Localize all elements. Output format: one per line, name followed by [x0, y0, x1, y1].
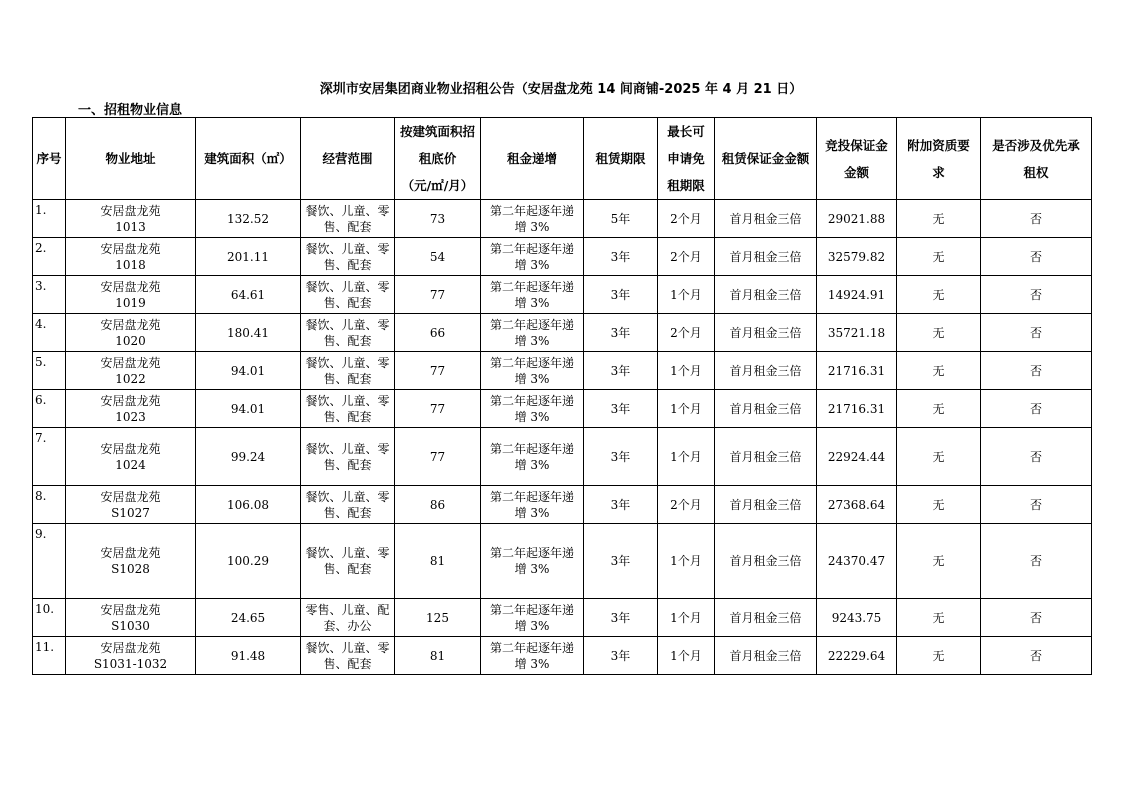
cell-increase-line1: 第二年起逐年递	[489, 602, 574, 617]
cell-increase-line1: 第二年起逐年递	[489, 393, 574, 408]
cell-increase-line2: 增 3%	[514, 505, 550, 520]
cell-address-line2: 1022	[115, 371, 146, 386]
header-free-line3: 租期限	[667, 178, 705, 193]
cell-priority: 否	[981, 238, 1092, 276]
cell-free-period: 1个月	[658, 276, 715, 314]
cell-deposit: 首月租金三倍	[715, 352, 817, 390]
cell-price: 54	[395, 238, 481, 276]
cell-priority: 否	[981, 524, 1092, 599]
cell-free-period: 1个月	[658, 637, 715, 675]
cell-increase-line1: 第二年起逐年递	[489, 546, 574, 560]
cell-increase	[481, 276, 584, 314]
cell-area: 94.01	[196, 352, 301, 390]
cell-extra: 无	[897, 314, 981, 352]
cell-free-period: 1个月	[658, 599, 715, 637]
cell-deposit: 首月租金三倍	[715, 200, 817, 238]
cell-scope-line1: 餐饮、儿童、零	[305, 546, 390, 560]
cell-scope-line1: 餐饮、儿童、零	[305, 489, 390, 504]
header-area: 建筑面积（㎡）	[196, 118, 301, 200]
cell-extra: 无	[897, 390, 981, 428]
cell-scope	[301, 599, 395, 637]
cell-bid-deposit: 32579.82	[817, 238, 897, 276]
cell-increase-line1: 第二年起逐年递	[489, 241, 574, 256]
header-bid-deposit	[817, 118, 897, 200]
cell-address	[66, 390, 196, 428]
cell-address-line2: 1023	[115, 409, 146, 424]
cell-deposit: 首月租金三倍	[715, 428, 817, 486]
table-row	[33, 486, 1092, 524]
cell-free-period: 2个月	[658, 238, 715, 276]
cell-term: 3年	[584, 428, 658, 486]
cell-extra: 无	[897, 238, 981, 276]
cell-scope	[301, 276, 395, 314]
cell-extra: 无	[897, 352, 981, 390]
cell-increase-line2: 增 3%	[514, 257, 550, 272]
header-term: 租赁期限	[584, 118, 658, 200]
cell-address-line1: 安居盘龙苑	[100, 317, 161, 332]
cell-address	[66, 637, 196, 675]
cell-increase-line1: 第二年起逐年递	[489, 640, 574, 655]
cell-area: 64.61	[196, 276, 301, 314]
cell-deposit: 首月租金三倍	[715, 637, 817, 675]
cell-seq: 11.	[33, 637, 66, 675]
cell-address	[66, 314, 196, 352]
cell-increase	[481, 200, 584, 238]
cell-extra: 无	[897, 276, 981, 314]
cell-price: 81	[395, 524, 481, 599]
cell-scope-line2: 售、配套	[323, 656, 372, 671]
cell-deposit: 首月租金三倍	[715, 390, 817, 428]
cell-price: 125	[395, 599, 481, 637]
cell-scope-line2: 售、配套	[323, 371, 372, 386]
cell-seq: 1.	[33, 200, 66, 238]
cell-area: 99.24	[196, 428, 301, 486]
header-price	[395, 118, 481, 200]
table-row	[33, 276, 1092, 314]
table-row	[33, 200, 1092, 238]
cell-scope-line1: 餐饮、儿童、零	[305, 203, 390, 218]
cell-seq: 6.	[33, 390, 66, 428]
cell-seq: 10.	[33, 599, 66, 637]
header-seq: 序号	[33, 118, 66, 200]
cell-price: 66	[395, 314, 481, 352]
cell-priority: 否	[981, 599, 1092, 637]
cell-bid-deposit: 27368.64	[817, 486, 897, 524]
header-free-period	[658, 118, 715, 200]
table-row	[33, 238, 1092, 276]
property-table	[32, 117, 1092, 675]
cell-address-line1: 安居盘龙苑	[100, 546, 161, 560]
cell-deposit: 首月租金三倍	[715, 599, 817, 637]
cell-scope-line1: 零售、儿童、配	[305, 602, 390, 617]
cell-term: 3年	[584, 314, 658, 352]
cell-bid-deposit: 22229.64	[817, 637, 897, 675]
header-bid-line2: 金额	[843, 164, 869, 180]
cell-increase-line2: 增 3%	[514, 409, 550, 424]
cell-free-period: 1个月	[658, 524, 715, 599]
header-row	[33, 118, 1092, 200]
cell-scope	[301, 486, 395, 524]
cell-address-line2: S1027	[111, 505, 150, 520]
cell-scope-line1: 餐饮、儿童、零	[305, 317, 390, 332]
cell-increase-line2: 增 3%	[514, 295, 550, 310]
cell-address	[66, 238, 196, 276]
cell-increase-line1: 第二年起逐年递	[489, 441, 574, 456]
table-row	[33, 390, 1092, 428]
cell-seq: 8.	[33, 486, 66, 524]
header-price-line3: （元/㎡/月）	[401, 178, 474, 193]
cell-increase-line2: 增 3%	[514, 219, 550, 234]
cell-extra: 无	[897, 200, 981, 238]
cell-increase-line1: 第二年起逐年递	[489, 203, 574, 218]
cell-increase-line2: 增 3%	[514, 656, 550, 671]
cell-scope-line2: 售、配套	[323, 562, 372, 576]
cell-bid-deposit: 35721.18	[817, 314, 897, 352]
cell-seq: 4.	[33, 314, 66, 352]
cell-scope	[301, 238, 395, 276]
cell-scope	[301, 390, 395, 428]
header-deposit: 租赁保证金金额	[715, 118, 817, 200]
cell-address-line1: 安居盘龙苑	[100, 203, 161, 218]
cell-term: 3年	[584, 390, 658, 428]
cell-extra: 无	[897, 637, 981, 675]
cell-priority: 否	[981, 486, 1092, 524]
header-extra-line2: 求	[932, 164, 945, 180]
cell-scope-line1: 餐饮、儿童、零	[305, 279, 390, 294]
cell-extra: 无	[897, 428, 981, 486]
cell-increase	[481, 238, 584, 276]
cell-deposit: 首月租金三倍	[715, 524, 817, 599]
table-row	[33, 428, 1092, 486]
cell-scope-line1: 餐饮、儿童、零	[305, 640, 390, 655]
cell-term: 3年	[584, 238, 658, 276]
cell-deposit: 首月租金三倍	[715, 486, 817, 524]
cell-address-line2: S1030	[111, 618, 150, 633]
cell-increase	[481, 428, 584, 486]
cell-deposit: 首月租金三倍	[715, 276, 817, 314]
cell-increase-line1: 第二年起逐年递	[489, 489, 574, 504]
cell-price: 77	[395, 390, 481, 428]
cell-increase	[481, 524, 584, 599]
cell-address	[66, 276, 196, 314]
cell-bid-deposit: 14924.91	[817, 276, 897, 314]
cell-scope-line2: 售、配套	[323, 333, 372, 348]
cell-address-line2: 1020	[115, 333, 146, 348]
cell-extra: 无	[897, 486, 981, 524]
cell-term: 5年	[584, 200, 658, 238]
cell-seq: 2.	[33, 238, 66, 276]
cell-priority: 否	[981, 390, 1092, 428]
cell-bid-deposit: 29021.88	[817, 200, 897, 238]
cell-seq: 5.	[33, 352, 66, 390]
cell-free-period: 2个月	[658, 200, 715, 238]
cell-extra: 无	[897, 524, 981, 599]
cell-scope-line2: 售、配套	[323, 457, 372, 472]
cell-scope-line2: 套、办公	[323, 618, 372, 633]
cell-increase	[481, 599, 584, 637]
table-row	[33, 352, 1092, 390]
table-row	[33, 599, 1092, 637]
header-priority-line1: 是否涉及优先承	[992, 137, 1080, 153]
cell-address-line1: 安居盘龙苑	[100, 441, 161, 456]
cell-area: 24.65	[196, 599, 301, 637]
cell-area: 201.11	[196, 238, 301, 276]
header-priority-right	[981, 118, 1092, 200]
cell-free-period: 1个月	[658, 390, 715, 428]
header-free-line1: 最长可	[667, 124, 705, 139]
cell-area: 132.52	[196, 200, 301, 238]
cell-free-period: 1个月	[658, 352, 715, 390]
cell-priority: 否	[981, 637, 1092, 675]
cell-address-line1: 安居盘龙苑	[100, 489, 161, 504]
header-extra-requirements	[897, 118, 981, 200]
cell-priority: 否	[981, 314, 1092, 352]
cell-increase-line2: 增 3%	[514, 562, 550, 576]
cell-increase-line2: 增 3%	[514, 618, 550, 633]
cell-address	[66, 428, 196, 486]
cell-address	[66, 200, 196, 238]
cell-increase-line1: 第二年起逐年递	[489, 279, 574, 294]
document-title: 深圳市安居集团商业物业招租公告（安居盘龙苑 14 间商铺-2025 年 4 月 21 日）	[319, 82, 803, 97]
cell-free-period: 2个月	[658, 314, 715, 352]
cell-bid-deposit: 21716.31	[817, 390, 897, 428]
cell-address-line2: 1013	[115, 219, 146, 234]
cell-scope	[301, 524, 395, 599]
header-priority-line2: 租权	[1023, 164, 1049, 180]
cell-deposit: 首月租金三倍	[715, 314, 817, 352]
cell-free-period: 2个月	[658, 486, 715, 524]
cell-scope	[301, 428, 395, 486]
cell-address-line1: 安居盘龙苑	[100, 393, 161, 408]
header-increase: 租金递增	[481, 118, 584, 200]
table-row	[33, 314, 1092, 352]
header-free-line2: 申请免	[667, 151, 705, 166]
cell-address	[66, 352, 196, 390]
cell-increase-line2: 增 3%	[514, 333, 550, 348]
cell-term: 3年	[584, 486, 658, 524]
header-scope: 经营范围	[301, 118, 395, 200]
cell-address	[66, 486, 196, 524]
cell-price: 86	[395, 486, 481, 524]
cell-address-line2: S1031-1032	[93, 656, 168, 671]
cell-address-line1: 安居盘龙苑	[100, 602, 161, 617]
cell-seq: 9.	[33, 524, 66, 599]
cell-seq: 3.	[33, 276, 66, 314]
cell-priority: 否	[981, 200, 1092, 238]
cell-bid-deposit: 21716.31	[817, 352, 897, 390]
cell-scope	[301, 314, 395, 352]
cell-increase	[481, 486, 584, 524]
cell-seq: 7.	[33, 428, 66, 486]
cell-increase-line2: 增 3%	[514, 371, 550, 386]
header-address: 物业地址	[66, 118, 196, 200]
cell-increase-line2: 增 3%	[514, 457, 550, 472]
cell-address-line1: 安居盘龙苑	[100, 640, 161, 655]
cell-bid-deposit: 9243.75	[817, 599, 897, 637]
header-price-line2: 租底价	[418, 151, 457, 166]
cell-bid-deposit: 24370.47	[817, 524, 897, 599]
cell-address-line2: 1019	[115, 295, 146, 310]
header-extra-line1: 附加资质要	[907, 137, 970, 153]
table-row	[33, 637, 1092, 675]
cell-free-period: 1个月	[658, 428, 715, 486]
cell-address	[66, 599, 196, 637]
cell-scope-line1: 餐饮、儿童、零	[305, 355, 390, 370]
cell-scope	[301, 352, 395, 390]
cell-scope-line2: 售、配套	[323, 219, 372, 234]
cell-scope-line2: 售、配套	[323, 295, 372, 310]
cell-price: 77	[395, 428, 481, 486]
section-heading: 一、招租物业信息	[78, 103, 183, 118]
cell-scope-line2: 售、配套	[323, 505, 372, 520]
cell-increase	[481, 352, 584, 390]
table-body	[33, 200, 1092, 675]
cell-bid-deposit: 22924.44	[817, 428, 897, 486]
cell-term: 3年	[584, 524, 658, 599]
cell-increase	[481, 314, 584, 352]
header-price-line1: 按建筑面积招	[399, 124, 475, 139]
cell-price: 77	[395, 352, 481, 390]
cell-address	[66, 524, 196, 599]
cell-scope-line1: 餐饮、儿童、零	[305, 441, 390, 456]
cell-scope-line2: 售、配套	[323, 257, 372, 272]
cell-extra: 无	[897, 599, 981, 637]
cell-address-line2: 1024	[115, 457, 146, 472]
cell-scope-line2: 售、配套	[323, 409, 372, 424]
cell-area: 91.48	[196, 637, 301, 675]
cell-area: 94.01	[196, 390, 301, 428]
cell-increase	[481, 637, 584, 675]
cell-scope	[301, 200, 395, 238]
cell-term: 3年	[584, 276, 658, 314]
cell-address-line1: 安居盘龙苑	[100, 279, 161, 294]
cell-price: 81	[395, 637, 481, 675]
cell-term: 3年	[584, 599, 658, 637]
cell-deposit: 首月租金三倍	[715, 238, 817, 276]
header-bid-line1: 竞投保证金	[825, 137, 888, 153]
cell-scope-line1: 餐饮、儿童、零	[305, 241, 390, 256]
cell-term: 3年	[584, 352, 658, 390]
cell-area: 106.08	[196, 486, 301, 524]
cell-increase-line1: 第二年起逐年递	[489, 355, 574, 370]
cell-area: 180.41	[196, 314, 301, 352]
cell-address-line2: S1028	[111, 562, 150, 576]
cell-priority: 否	[981, 428, 1092, 486]
cell-increase	[481, 390, 584, 428]
cell-address-line1: 安居盘龙苑	[100, 241, 161, 256]
cell-priority: 否	[981, 276, 1092, 314]
cell-priority: 否	[981, 352, 1092, 390]
cell-area: 100.29	[196, 524, 301, 599]
table-row	[33, 524, 1092, 599]
cell-price: 77	[395, 276, 481, 314]
cell-address-line2: 1018	[115, 257, 146, 272]
cell-address-line1: 安居盘龙苑	[100, 355, 161, 370]
cell-increase-line1: 第二年起逐年递	[489, 317, 574, 332]
cell-scope-line1: 餐饮、儿童、零	[305, 393, 390, 408]
cell-term: 3年	[584, 637, 658, 675]
cell-price: 73	[395, 200, 481, 238]
cell-scope	[301, 637, 395, 675]
